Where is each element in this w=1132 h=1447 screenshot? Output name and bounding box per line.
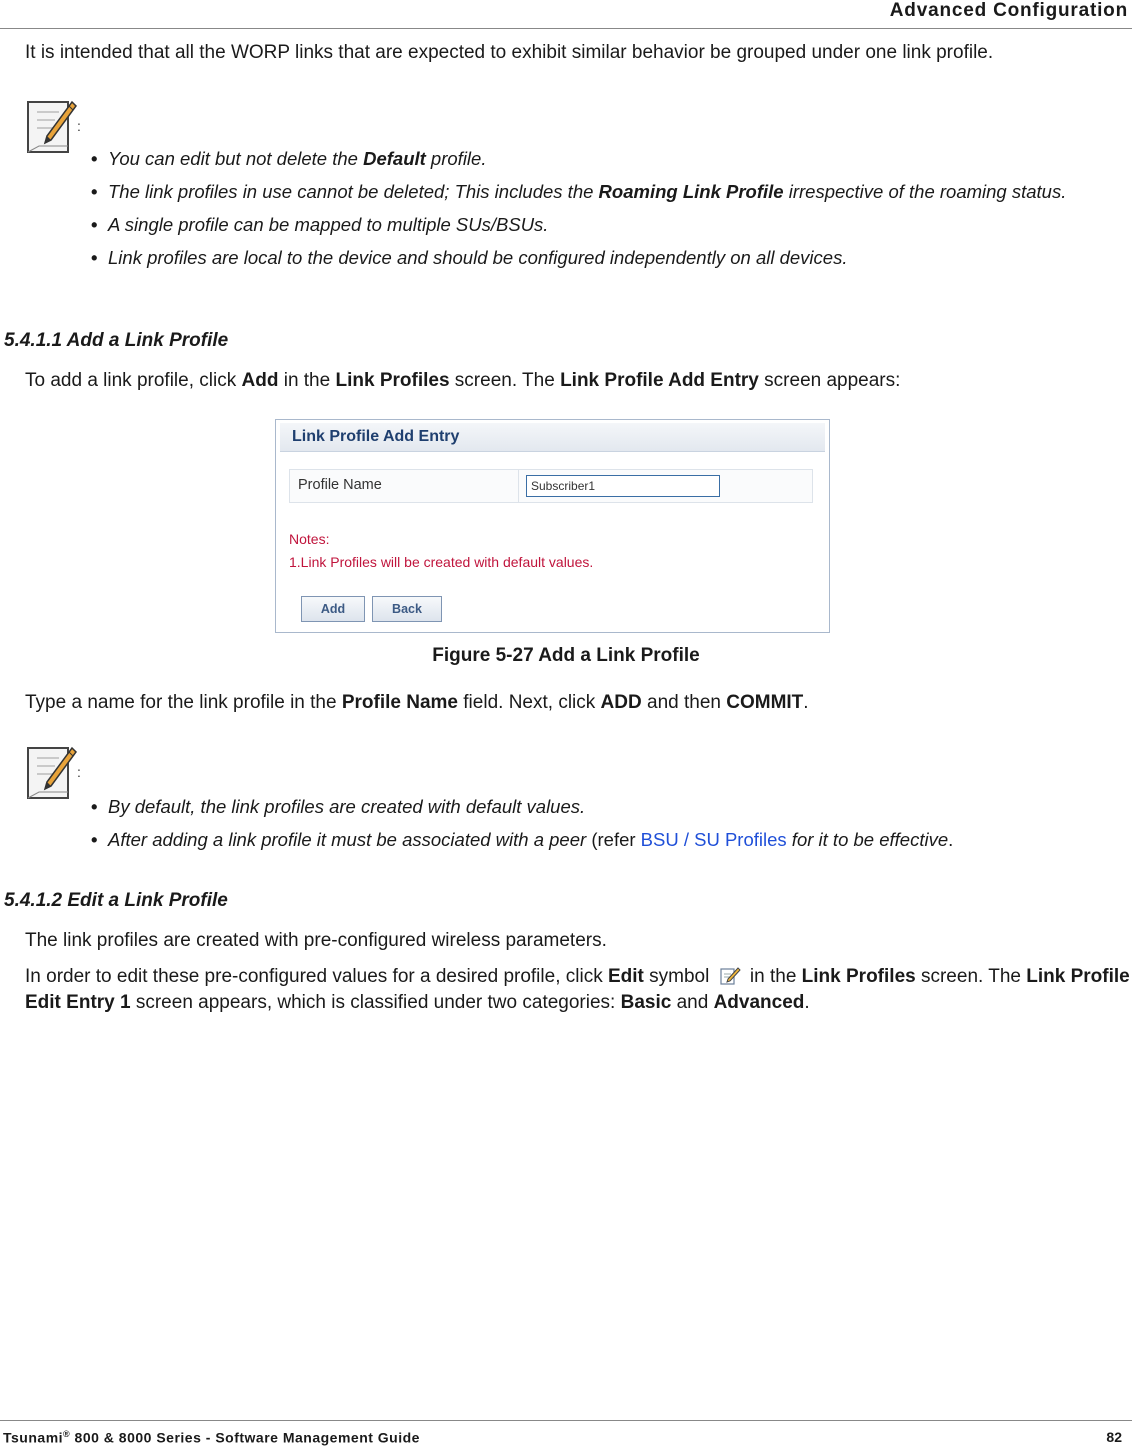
- list-item: • By default, the link profiles are created with default values.: [108, 794, 953, 819]
- screenshot-notes: [289, 528, 593, 574]
- figure-caption: Figure 5-27 Add a Link Profile: [432, 645, 700, 666]
- note-colon: :: [77, 118, 81, 134]
- edit-paragraph: In order to edit these pre-configured values for a desired profile, click Edit symbol in the Link Profiles screen. The Link Profile Edit Entry 1 screen appears, which is classified under two categories: Basic and Advanced.: [25, 966, 1130, 1013]
- footer-rule: [0, 1420, 1132, 1421]
- note2-list: [108, 794, 953, 860]
- list-item: • The link profiles in use cannot be deleted; This includes the Roaming Link Profile irrespective of the roaming status.: [108, 179, 1098, 204]
- note-pencil-icon: [25, 744, 77, 802]
- screenshot-title: Link Profile Add Entry: [292, 428, 460, 445]
- section-heading-add: 5.4.1.1 Add a Link Profile: [4, 330, 229, 351]
- profile-name-input[interactable]: Subscriber1: [526, 475, 720, 497]
- page-number: 82: [1106, 1429, 1122, 1445]
- edit-icon: [719, 966, 741, 986]
- bsu-su-profiles-link[interactable]: BSU / SU Profiles: [640, 829, 787, 850]
- notes-line: 1.Link Profiles will be created with default values.: [289, 554, 594, 570]
- list-item: • A single profile can be mapped to multiple SUs/BSUs.: [108, 212, 1098, 237]
- footer-title: Tsunami® 800 & 8000 Series - Software Management Guide: [3, 1429, 420, 1446]
- profile-name-row: [289, 469, 813, 503]
- note1-list: [108, 146, 1098, 278]
- edit-intro-paragraph: The link profiles are created with pre-configured wireless parameters.: [25, 930, 607, 951]
- note-pencil-icon: [25, 98, 77, 156]
- notes-label: Notes:: [289, 531, 330, 547]
- profile-name-label: Profile Name: [298, 477, 382, 493]
- cell-divider: [518, 470, 519, 502]
- list-item: • After adding a link profile it must be associated with a peer (refer BSU / SU Profiles for it to be effective.: [108, 827, 953, 852]
- add-button[interactable]: Add: [301, 596, 365, 622]
- running-header: Advanced Configuration: [889, 0, 1128, 21]
- note-colon: :: [77, 764, 81, 780]
- back-button[interactable]: Back: [372, 596, 442, 622]
- header-rule: [0, 28, 1132, 29]
- section-heading-edit: 5.4.1.2 Edit a Link Profile: [4, 890, 228, 911]
- list-item: • You can edit but not delete the Default profile.: [108, 146, 1098, 171]
- screenshot-title-bar: [280, 423, 825, 452]
- add-paragraph: To add a link profile, click Add in the Link Profiles screen. The Link Profile Add Entry screen appears:: [25, 370, 901, 391]
- link-profile-add-entry-screenshot: [275, 419, 830, 633]
- list-item: • Link profiles are local to the device and should be configured independently on all devices.: [108, 245, 1098, 270]
- type-name-paragraph: Type a name for the link profile in the Profile Name field. Next, click ADD and then COMMIT.: [25, 692, 809, 713]
- intro-paragraph: It is intended that all the WORP links that are expected to exhibit similar behavior be grouped under one link profile.: [25, 42, 994, 63]
